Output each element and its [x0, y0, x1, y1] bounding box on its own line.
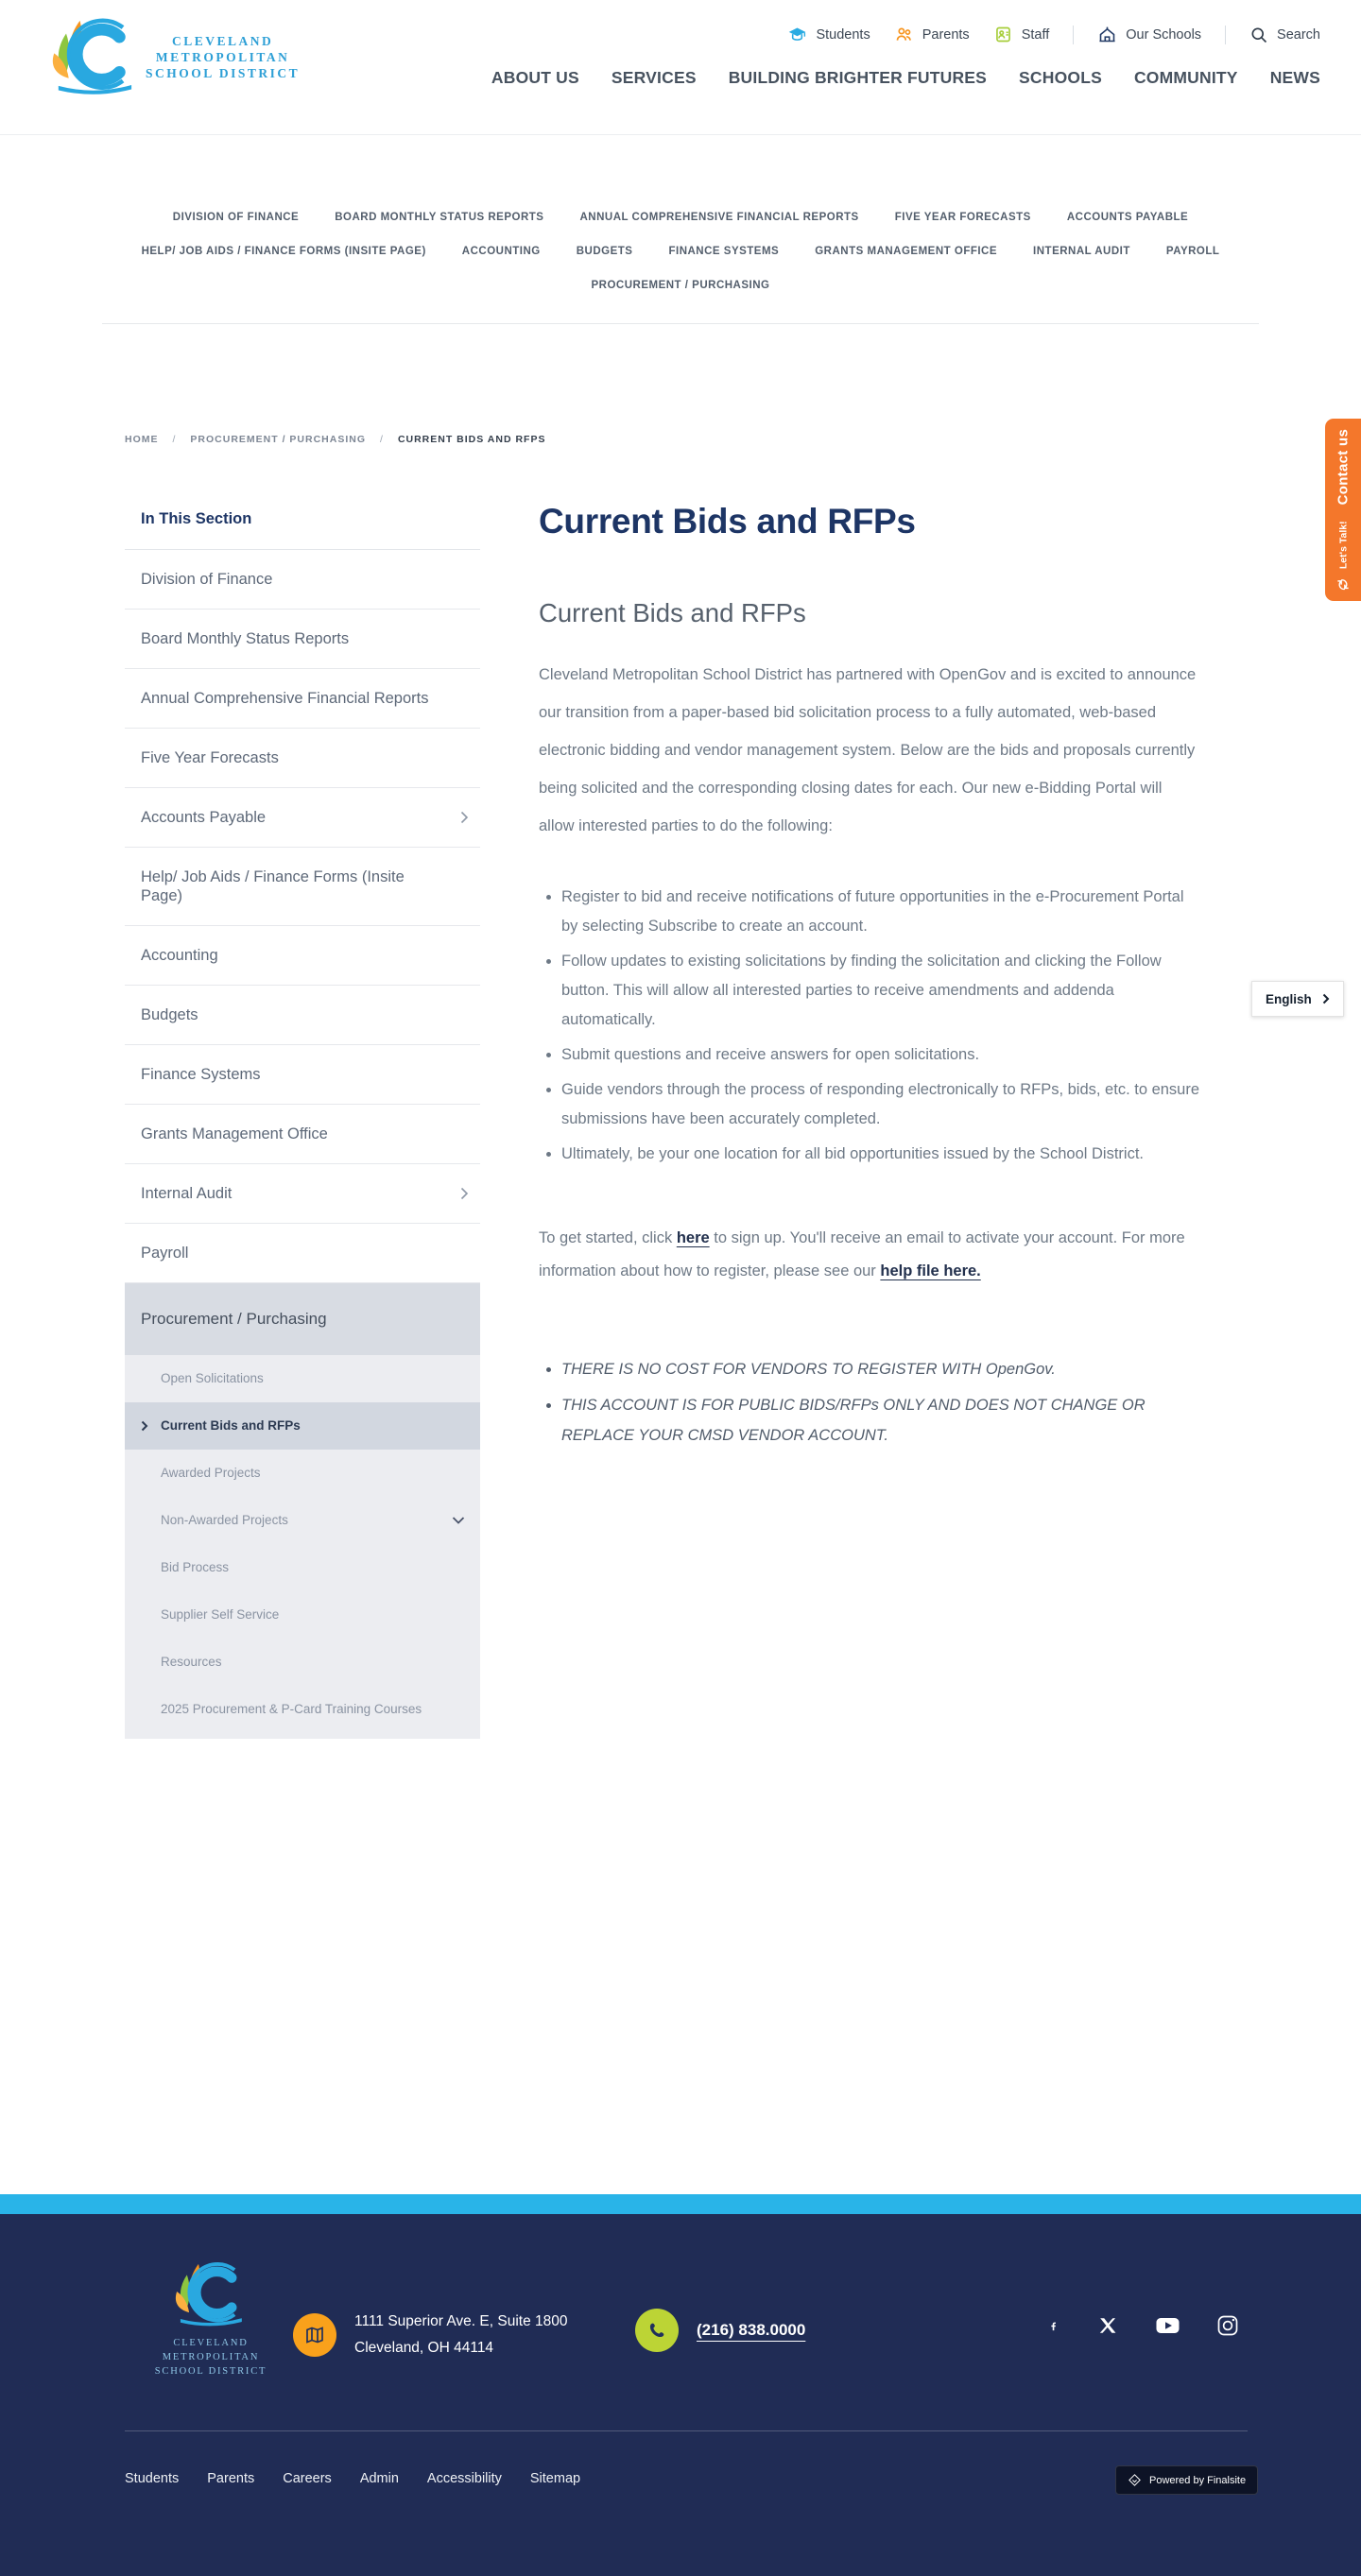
nav-schools[interactable]: SCHOOLS	[1019, 68, 1102, 87]
sidebar-item-accounts-payable[interactable]	[125, 788, 480, 848]
subnav-payroll[interactable]: PAYROLL	[1165, 246, 1220, 257]
sidebar-item-label: Finance Systems	[141, 1066, 261, 1083]
contact-tab-title: Contact us	[1335, 428, 1352, 505]
contact-us-tab[interactable]	[1325, 419, 1361, 601]
chevron-right-icon	[460, 811, 469, 824]
intro-paragraph: Cleveland Metropolitan School District has partnered with OpenGov and is excited to announce our transition from a paper-based bid solicitation process to a fully automated, web-based electronic bidding and vendor management system. Below are the bids and proposals currently being solicited and the corresponding closing dates for each. Our new e-Bidding Portal will allow interested parties to do the following:	[539, 666, 1197, 834]
contact-tab-inner	[1335, 428, 1352, 591]
sidebar-subitem-label: Awarded Projects	[161, 1466, 261, 1480]
breadcrumb	[125, 434, 545, 445]
search-icon	[1249, 26, 1268, 44]
subnav-grants-management-office[interactable]: GRANTS MANAGEMENT OFFICE	[815, 246, 998, 257]
sidebar-item-payroll[interactable]	[125, 1224, 480, 1283]
get-started-paragraph	[539, 1222, 1200, 1288]
sidebar-item-board-monthly-status-reports[interactable]	[125, 610, 480, 669]
sidebar-item-label: Procurement / Purchasing	[141, 1310, 327, 1328]
footer-link-admin[interactable]: Admin	[359, 2471, 399, 2486]
note-item: • THIS ACCOUNT IS FOR PUBLIC BIDS/RFPs ONLY AND DOES NOT CHANGE OR REPLACE YOUR CMSD VENDOR ACCOUNT.	[561, 1390, 1200, 1451]
utility-label: Parents	[922, 26, 970, 43]
nav-news[interactable]: NEWS	[1269, 68, 1320, 87]
utility-our-schools[interactable]	[1097, 25, 1201, 44]
address-line-1: 1111 Superior Ave. E, Suite 1800	[354, 2313, 568, 2329]
youtube-link[interactable]	[1156, 2317, 1180, 2334]
sidebar-subitem-2025-procurement-pcard-training[interactable]	[125, 1686, 480, 1739]
footer-logo[interactable]	[138, 2259, 284, 2379]
sidebar-item-label: Annual Comprehensive Financial Reports	[141, 690, 429, 707]
logo-line: CLEVELAND	[171, 33, 274, 48]
sidebar-item-label: Accounts Payable	[141, 809, 267, 826]
subnav-division-of-finance[interactable]: DIVISION OF FINANCE	[172, 212, 300, 223]
x-twitter-link[interactable]	[1097, 2315, 1118, 2336]
breadcrumb-separator: /	[380, 434, 384, 445]
main-content	[539, 499, 1200, 1456]
section-heading: Current Bids and RFPs	[539, 598, 806, 627]
sidebar-subitem-supplier-self-service[interactable]	[125, 1591, 480, 1639]
address-circle	[293, 2313, 336, 2357]
instagram-icon	[1217, 2315, 1238, 2336]
phone-icon	[646, 2320, 667, 2341]
search-button[interactable]	[1249, 26, 1320, 44]
footer-accent-bar	[0, 2194, 1361, 2214]
sidebar-item-grants-management-office[interactable]	[125, 1105, 480, 1164]
subnav-board-monthly-status-reports[interactable]: BOARD MONTHLY STATUS REPORTS	[335, 212, 544, 223]
utility-staff[interactable]	[993, 25, 1050, 44]
sidebar-item-budgets[interactable]	[125, 986, 480, 1045]
parents-people-icon	[894, 25, 914, 44]
subnav-five-year-forecasts[interactable]: FIVE YEAR FORECASTS	[894, 212, 1031, 223]
footer-phone-link[interactable]: (216) 838.0000	[697, 2321, 806, 2339]
sidebar-item-help-job-aids[interactable]	[125, 848, 480, 926]
subnav-row-2	[102, 246, 1259, 257]
footer-phone-group	[635, 2309, 805, 2352]
staff-badge-icon	[993, 25, 1013, 44]
utility-divider	[1225, 26, 1226, 44]
chevron-right-icon	[1322, 993, 1330, 1005]
footer-link-students[interactable]: Students	[125, 2471, 180, 2486]
sidebar-subitem-current-bids-and-rfps[interactable]	[125, 1402, 480, 1450]
main-nav	[491, 68, 1320, 88]
finance-subnav	[102, 136, 1259, 324]
note-item: • THERE IS NO COST FOR VENDORS TO REGISTER WITH OpenGov.	[561, 1354, 1200, 1384]
sidebar-subitem-label: Supplier Self Service	[161, 1607, 280, 1622]
subnav-finance-systems[interactable]: FINANCE SYSTEMS	[668, 246, 780, 257]
page-title: Current Bids and RFPs	[539, 502, 916, 541]
utility-parents[interactable]	[894, 25, 970, 44]
sidebar-item-label: Budgets	[141, 1006, 198, 1023]
breadcrumb-home[interactable]: HOME	[125, 434, 159, 445]
chevron-down-icon	[452, 1517, 465, 1525]
site-footer	[0, 2214, 1361, 2576]
logo-line: METROPOLITAN	[162, 2352, 260, 2362]
powered-by-finalsite-badge[interactable]	[1115, 2465, 1258, 2495]
footer-address-group	[293, 2309, 567, 2361]
finalsite-diamond-icon	[1128, 2473, 1142, 2487]
sidebar-subitem-awarded-projects[interactable]	[125, 1450, 480, 1497]
sidebar-subitem-label: Open Solicitations	[161, 1371, 264, 1385]
feature-item: • Guide vendors through the process of responding electronically to RFPs, bids, etc. to ensure submissions have been accurately completed.	[561, 1075, 1200, 1134]
subnav-budgets[interactable]: BUDGETS	[576, 246, 633, 257]
x-icon	[1097, 2315, 1118, 2336]
facebook-link[interactable]	[1047, 2314, 1060, 2337]
sidebar-subitem-open-solicitations[interactable]	[125, 1355, 480, 1402]
subnav-row-3	[102, 280, 1259, 291]
sidebar-subitem-label: 2025 Procurement & P-Card Training Courses	[161, 1702, 422, 1716]
nav-community[interactable]: COMMUNITY	[1133, 68, 1238, 87]
logo-line: METROPOLITAN	[155, 49, 290, 64]
feature-item: • Register to bid and receive notifications of future opportunities in the e-Procurement Portal by selecting Subscribe to create an account.	[561, 883, 1200, 941]
sidebar-item-five-year-forecasts[interactable]	[125, 729, 480, 788]
utility-divider	[1073, 26, 1074, 44]
subnav-annual-comprehensive-financial-reports[interactable]: ANNUAL COMPREHENSIVE FINANCIAL REPORTS	[579, 212, 859, 223]
sidebar-title: In This Section	[125, 499, 480, 550]
chevron-right-icon	[141, 1420, 148, 1432]
sidebar-subitem-label: Non-Awarded Projects	[161, 1513, 288, 1527]
chevron-right-icon	[460, 1187, 469, 1200]
logo-wordmark	[146, 33, 300, 81]
site-header	[0, 0, 1361, 135]
footer-link-careers[interactable]: Careers	[283, 2471, 332, 2486]
utility-nav	[787, 25, 1320, 44]
nav-building-brighter-futures[interactable]: BUILDING BRIGHTER FUTURES	[728, 68, 988, 87]
get-started-text: to sign up. You'll receive an email to activate your account. For more information about how to register, please see our	[539, 1229, 1185, 1279]
lets-talk-arrows-icon	[1336, 577, 1351, 592]
sidebar-item-procurement-purchasing[interactable]	[125, 1283, 480, 1355]
youtube-icon	[1156, 2317, 1180, 2334]
sidebar-item-label: Board Monthly Status Reports	[141, 630, 350, 647]
subnav-accounts-payable[interactable]: ACCOUNTS PAYABLE	[1066, 212, 1189, 223]
footer-link-parents[interactable]: Parents	[207, 2471, 255, 2486]
powered-by-label: Powered by Finalsite	[1149, 2474, 1247, 2486]
facebook-icon	[1047, 2314, 1060, 2337]
site-logo[interactable]	[47, 15, 300, 98]
utility-students[interactable]	[787, 25, 870, 44]
map-icon	[303, 2324, 326, 2346]
sidebar-item-label: Internal Audit	[141, 1185, 233, 1202]
cmsd-logo-icon	[47, 15, 142, 98]
utility-label: Staff	[1021, 26, 1050, 43]
logo-line: SCHOOL DISTRICT	[146, 65, 301, 80]
sidebar-subitem-non-awarded-projects[interactable]	[125, 1497, 480, 1544]
utility-label: Students	[816, 26, 870, 43]
vendor-notes-list	[539, 1354, 1200, 1451]
footer-link-accessibility[interactable]: Accessibility	[426, 2471, 502, 2486]
sidebar-subitem-resources[interactable]	[125, 1639, 480, 1686]
subnav-procurement-purchasing[interactable]: PROCUREMENT / PURCHASING	[591, 280, 770, 291]
utility-label: Our Schools	[1126, 26, 1202, 43]
sidebar-item-label: Payroll	[141, 1245, 189, 1262]
subnav-row-1	[102, 212, 1259, 223]
ebidding-feature-list	[539, 883, 1200, 1169]
sidebar-item-internal-audit[interactable]	[125, 1164, 480, 1224]
school-building-icon	[1097, 25, 1117, 44]
utility-label: Search	[1277, 26, 1320, 43]
sidebar-item-label: Division of Finance	[141, 571, 273, 588]
graduation-cap-icon	[787, 25, 807, 44]
sidebar-item-finance-systems[interactable]	[125, 1045, 480, 1105]
subnav-internal-audit[interactable]: INTERNAL AUDIT	[1033, 246, 1130, 257]
address-line-2: Cleveland, OH 44114	[354, 2340, 494, 2356]
sidebar-item-label: Accounting	[141, 947, 218, 964]
nav-services[interactable]: SERVICES	[611, 68, 697, 87]
contact-tab-subtitle: Let's Talk!	[1337, 520, 1349, 569]
feature-item: • Ultimately, be your one location for all bid opportunities issued by the School District.	[561, 1140, 1200, 1169]
breadcrumb-current: CURRENT BIDS AND RFPS	[397, 434, 546, 445]
breadcrumb-procurement[interactable]: PROCUREMENT / PURCHASING	[190, 434, 367, 445]
feature-item: • Submit questions and receive answers for open solicitations.	[561, 1040, 1200, 1070]
phone-circle	[635, 2309, 679, 2352]
sidebar-item-label: Help/ Job Aids / Finance Forms (Insite Page)	[141, 868, 405, 904]
sidebar-item-label: Grants Management Office	[141, 1125, 328, 1142]
sidebar-item-division-of-finance[interactable]	[125, 550, 480, 610]
sidebar-subitem-label: Current Bids and RFPs	[161, 1418, 301, 1433]
footer-social-links	[1047, 2314, 1238, 2337]
footer-address	[354, 2309, 567, 2361]
sidebar-item-annual-comprehensive-financial-reports[interactable]	[125, 669, 480, 729]
nav-about-us[interactable]: ABOUT US	[491, 68, 579, 87]
sidebar-subitem-label: Bid Process	[161, 1560, 230, 1574]
subnav-help-job-aids[interactable]: HELP/ JOB AIDS / FINANCE FORMS (INSITE PAGE)	[141, 246, 426, 257]
logo-line: SCHOOL DISTRICT	[154, 2366, 267, 2377]
subnav-accounting[interactable]: ACCOUNTING	[461, 246, 541, 257]
language-label: English	[1266, 991, 1312, 1006]
breadcrumb-separator: /	[172, 434, 177, 445]
cmsd-logo-icon	[171, 2259, 250, 2329]
section-sidebar	[125, 499, 480, 1739]
logo-line: CLEVELAND	[173, 2338, 249, 2348]
footer-link-sitemap[interactable]: Sitemap	[529, 2471, 581, 2486]
feature-item: • Follow updates to existing solicitations by finding the solicitation and clicking the Follow button. This will allow all interested parties to receive amendments and addenda automatically.	[561, 947, 1200, 1035]
footer-logo-wordmark	[155, 2336, 267, 2379]
instagram-link[interactable]	[1217, 2315, 1238, 2336]
help-file-link[interactable]: help file here.	[880, 1262, 981, 1279]
footer-links	[125, 2471, 580, 2486]
sign-up-here-link[interactable]: here	[676, 1229, 710, 1246]
sidebar-subitem-label: Resources	[161, 1655, 222, 1669]
sidebar-subitem-bid-process[interactable]	[125, 1544, 480, 1591]
sidebar-item-accounting[interactable]	[125, 926, 480, 986]
language-selector-button[interactable]	[1251, 981, 1344, 1017]
get-started-text: To get started, click	[539, 1229, 677, 1246]
footer-divider	[125, 2430, 1248, 2431]
sidebar-item-label: Five Year Forecasts	[141, 749, 279, 766]
